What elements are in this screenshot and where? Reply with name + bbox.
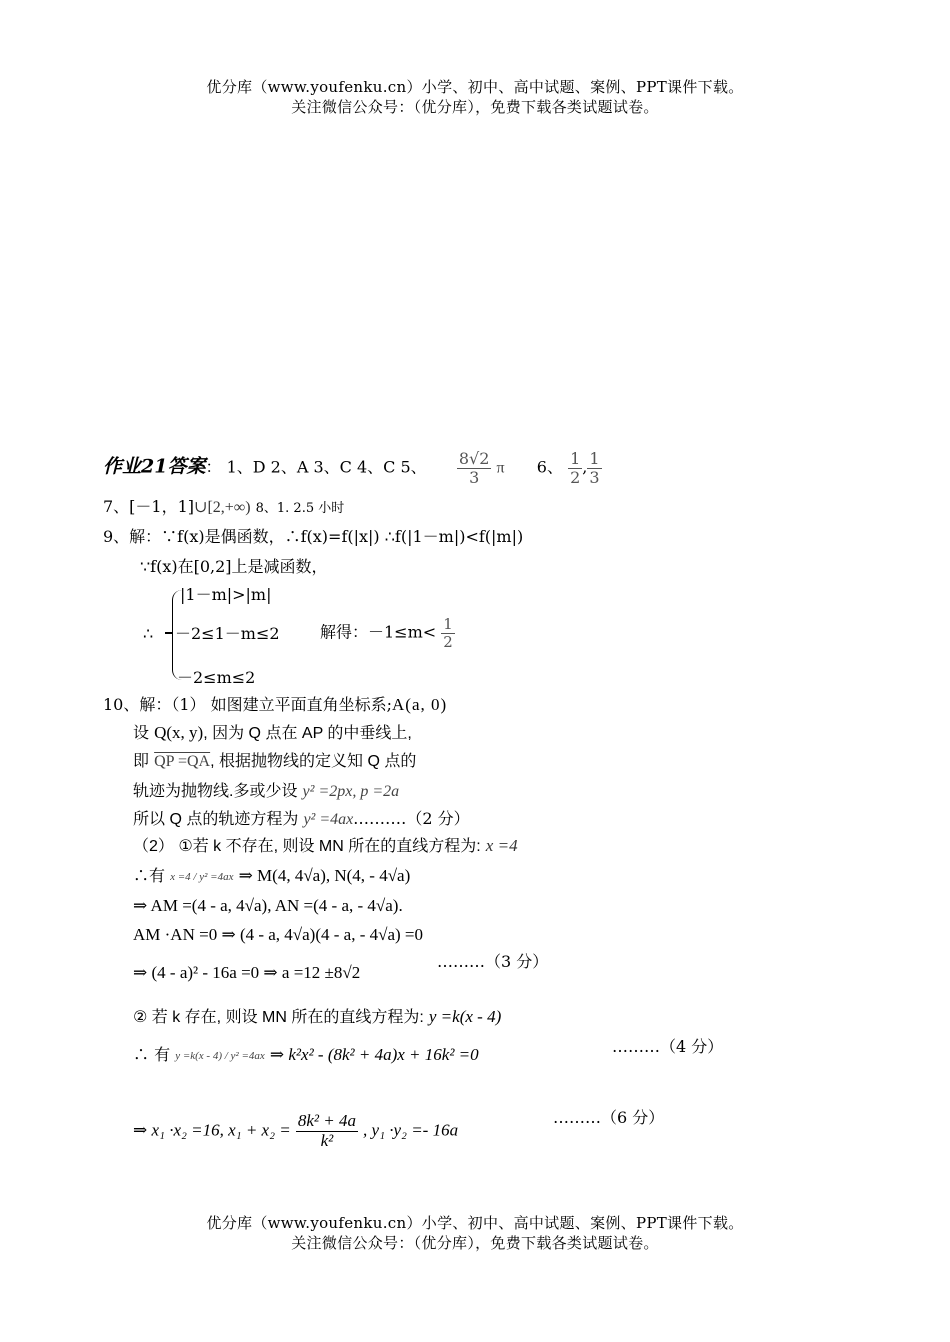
header-line-2: 关注微信公众号：（优分库），免费下载各类试题试卷。: [291, 98, 659, 116]
q9-solution-fraction: [441, 616, 455, 650]
eq-trajectory: y² =4ax: [303, 811, 354, 828]
q9-system-2: －2≤1－m≤2: [175, 624, 280, 643]
q6-b-denominator: 3: [589, 467, 600, 487]
q5-pi: π: [496, 459, 505, 477]
eq-line-mn: y =k(x - 4): [428, 1007, 502, 1026]
q9-solution: [320, 616, 455, 650]
q10-line-5: [133, 808, 470, 831]
eq-qp-qa: QP =QA: [154, 753, 211, 770]
q6-fraction-a: [568, 450, 582, 486]
answer-7: 7、[－1，1]: [103, 497, 195, 516]
header-line-1: 优分库（www.youfenku.cn）小学、初中、高中试题、案例、PPT课件下载。: [206, 78, 744, 96]
q9-line-2: ∵f(x)在[0,2]上是减函数，: [140, 557, 328, 576]
vieta-numerator: 8k² + 4a: [297, 1111, 356, 1130]
q10-line5-post: .………（2 分）: [353, 809, 470, 828]
q10-line4-pre: 轨迹为抛物线.多或少设: [133, 783, 298, 800]
q10-score-3: ………（3 分）: [437, 952, 549, 971]
q10-line11-pre: ② 若 k 存在, 则设 MN 所在的直线方程为:: [133, 1009, 424, 1026]
q6-comma: ,: [582, 457, 588, 477]
q10-line7-pre: ∴有: [133, 866, 166, 885]
answers-1-5: 1、D 2、A 3、C 4、C 5、: [226, 457, 427, 477]
q9-solution-den: 2: [443, 632, 453, 651]
q10-line-12: [133, 1044, 479, 1066]
q10-line-13: [133, 1112, 458, 1150]
small-system-1: x =4 / y² =4ax: [170, 870, 234, 883]
q9-solution-num: 1: [443, 615, 453, 633]
eq-p-2a: , p =2a: [352, 783, 400, 800]
q9-system-1: |1－m|>|m|: [180, 585, 272, 604]
title-colon: ：: [205, 457, 222, 477]
eq-x-4: x =4: [485, 836, 518, 855]
dot-product-eq: AM ·AN =0 ⇒ (4 - a, 4√a)(4 - a, - 4√a) =0: [133, 925, 423, 944]
q5-denominator: 3: [469, 467, 480, 487]
q9-system-3: －2≤m≤2: [177, 668, 256, 687]
q9-therefore: ∴: [143, 624, 154, 643]
answers-row-2: [103, 496, 344, 520]
q9-solution-text: 解得：－1≤m<: [320, 622, 437, 642]
q6-a-denominator: 2: [570, 467, 581, 487]
q10-line-8: [133, 895, 403, 917]
vieta-eq-2: , y₁ ·y₂ =- 16a: [363, 1120, 459, 1140]
answers-row-1: [103, 450, 602, 486]
quadratic-eq: ⇒ k²x² - (8k² + 4a)x + 16k² =0: [269, 1045, 479, 1064]
q10-line3-pre: 即: [133, 751, 150, 770]
q10-line5-pre: 所以 Q 点的轨迹方程为: [133, 811, 299, 828]
answer-7-union: ∪[2,+∞): [194, 499, 251, 516]
point-a: A(a, 0): [392, 695, 448, 714]
q10-line6-text: （2） ①若 k 不存在, 则设 MN 所在的直线方程为:: [133, 838, 481, 855]
q6-a-numerator: 1: [570, 449, 581, 468]
q6-fraction-b: [587, 450, 601, 486]
system-brace-tip: [165, 632, 173, 634]
q9-line-1: 9、解：∵f(x)是偶函数，∴f(x)=f(|x|) ∴f(|1－m|)<f(|m|): [103, 527, 524, 546]
q10-line-6: [133, 835, 518, 858]
q10-line2-pre: 设: [133, 723, 150, 742]
q6-label: 6、: [536, 457, 563, 477]
answer-8: 8、1. 2.5 小时: [255, 501, 345, 516]
q6-b-numerator: 1: [589, 449, 600, 468]
vieta-fraction: [296, 1112, 358, 1150]
q10-line-11: [133, 1006, 501, 1029]
q10-line-1: [103, 694, 447, 716]
q10-line-9: [133, 924, 423, 946]
q10-line7-eq: ⇒ M(4, 4√a), N(4, - 4√a): [238, 866, 411, 885]
vectors-am-an: ⇒ AM =(4 - a, 4√a), AN =(4 - a, - 4√a).: [133, 896, 403, 915]
q10-line3-post: , 根据抛物线的定义知 Q 点的: [210, 753, 417, 770]
q10-line-10: [133, 962, 360, 984]
footer-line-2: 关注微信公众号：（优分库），免费下载各类试题试卷。: [291, 1234, 659, 1252]
q10-line-7: [133, 865, 410, 887]
small-system-2: y =k(x - 4) / y² =4ax: [175, 1049, 265, 1062]
vieta-eq-1: ⇒ x₁ ·x₂ =16, x₁ + x₂ =: [133, 1120, 291, 1140]
q10-line12-pre: ∴ 有: [133, 1045, 171, 1064]
q5-numerator: 8√2: [458, 449, 490, 468]
q10-score-4: ………（4 分）: [612, 1037, 724, 1056]
footer-line-1: 优分库（www.youfenku.cn）小学、初中、高中试题、案例、PPT课件下载。: [206, 1214, 744, 1232]
point-q: Q(x, y): [154, 723, 204, 742]
q10-line-2: [133, 722, 412, 745]
q10-line2-post: , 因为 Q 点在 AP 的中垂线上,: [203, 725, 412, 742]
solve-a-eq: ⇒ (4 - a)² - 16a =0 ⇒ a =12 ±8√2: [133, 963, 361, 982]
eq-y2-2px: y² =2px: [302, 783, 353, 800]
q10-line-3: [133, 750, 416, 773]
q10-intro: 10、解：（1） 如图建立平面直角坐标系;: [103, 695, 393, 714]
q10-score-6: ………（6 分）: [553, 1108, 665, 1127]
vieta-denominator: k²: [320, 1130, 334, 1150]
q5-fraction: [457, 450, 492, 486]
q10-line-4: [133, 780, 399, 803]
answers-title: 作业21答案: [103, 455, 206, 478]
